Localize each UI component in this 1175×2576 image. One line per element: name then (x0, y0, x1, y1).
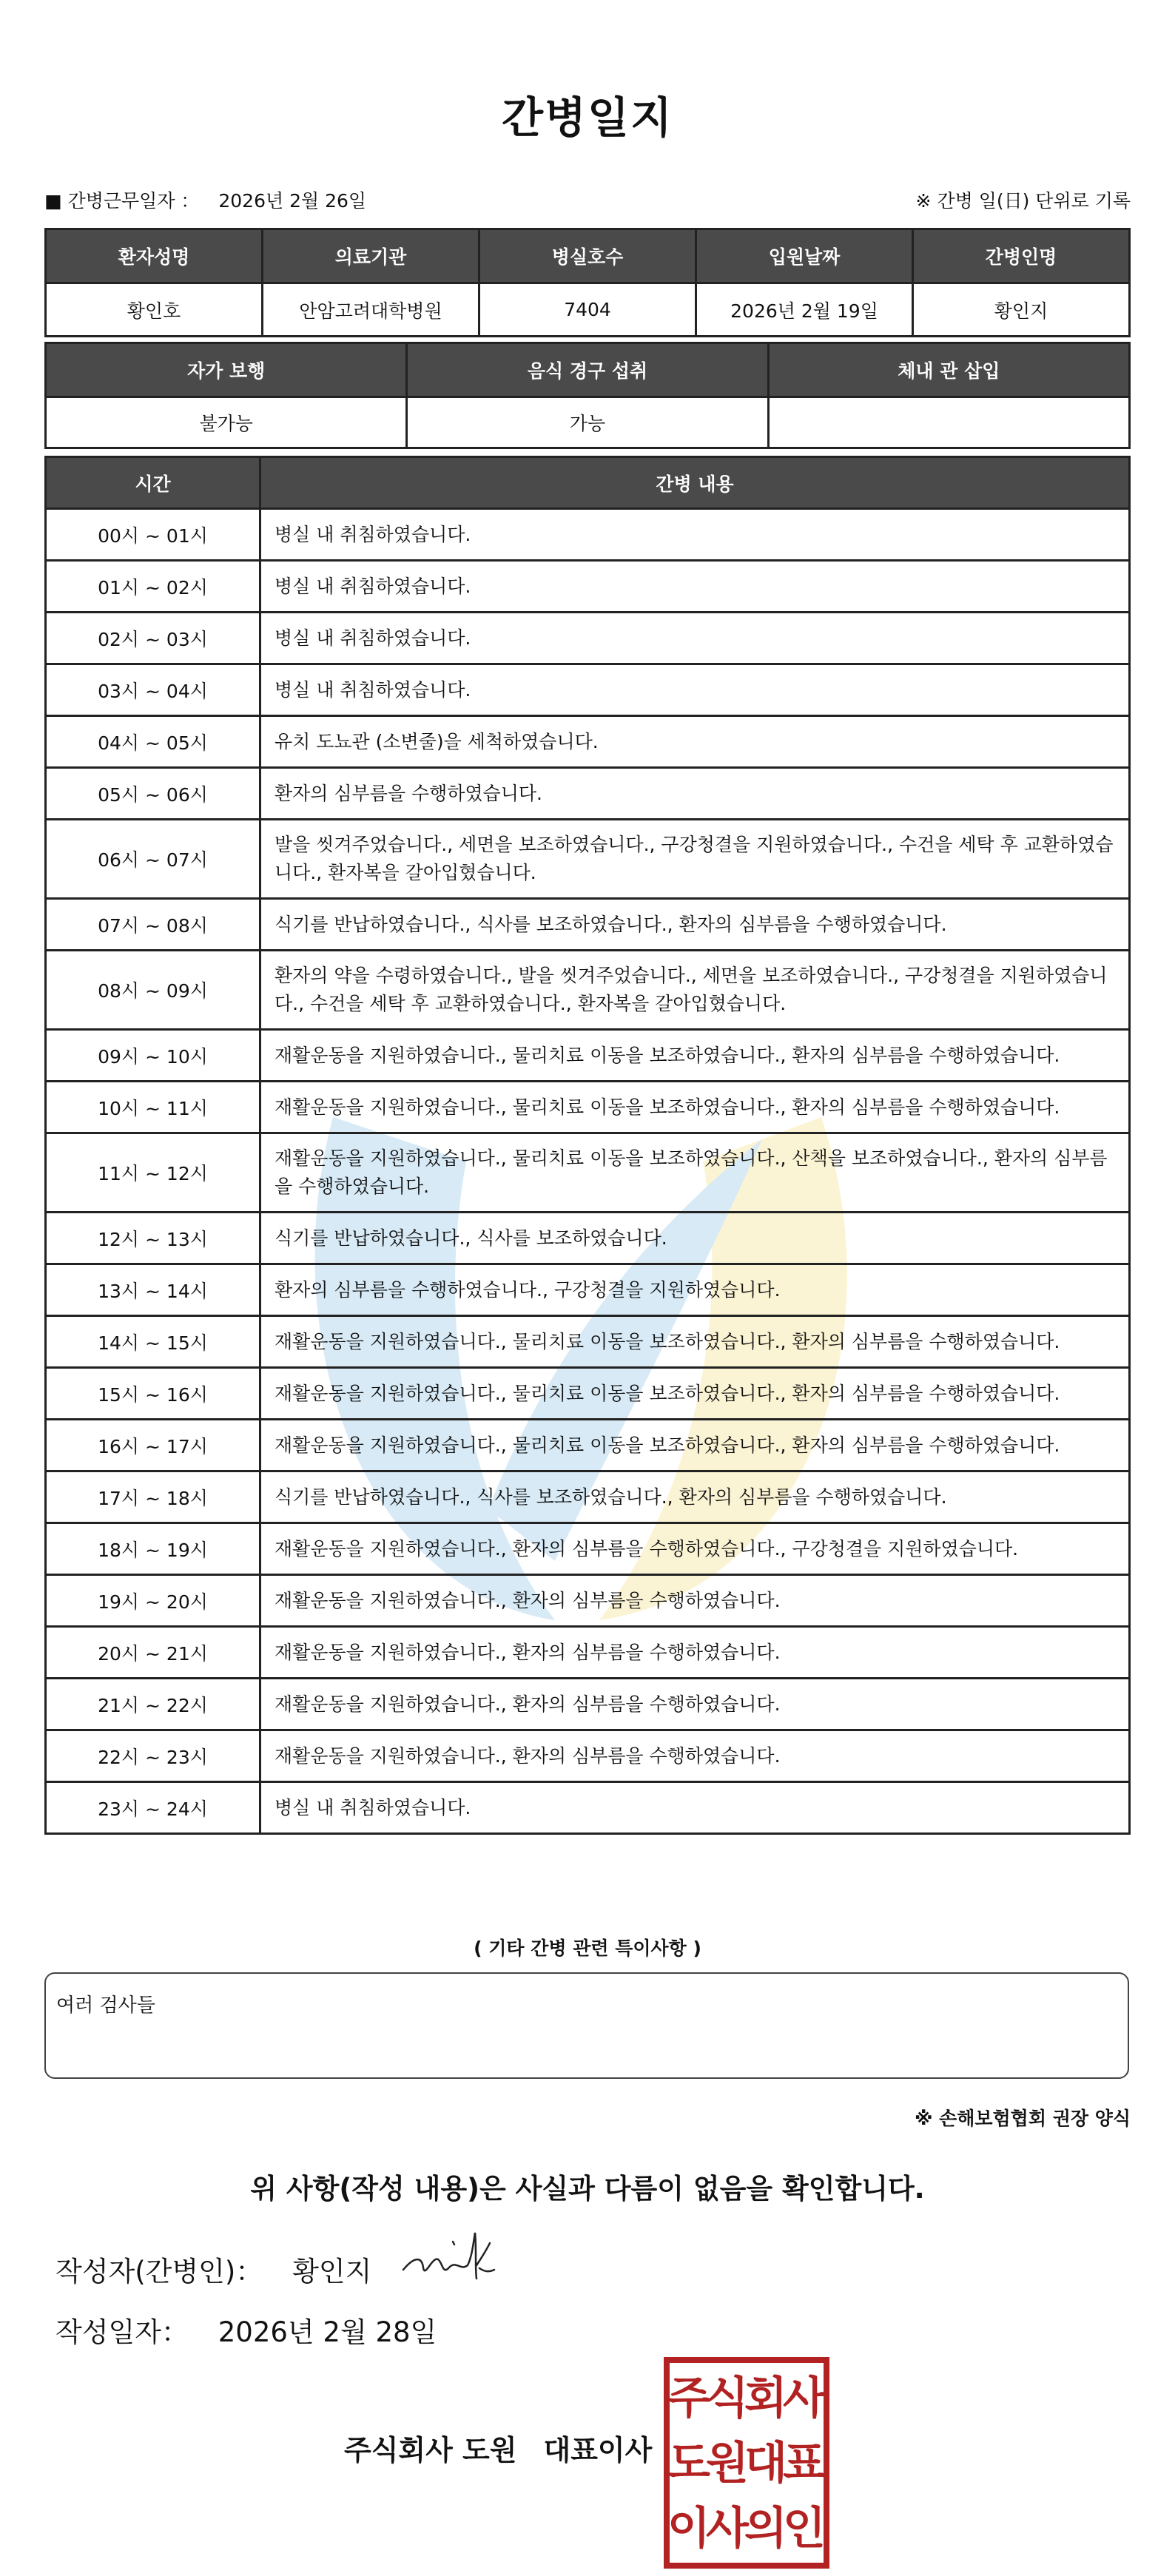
log-content: 병실 내 취침하였습니다. (260, 613, 1130, 664)
seal-char: 표 (783, 2438, 826, 2489)
header-hospital: 의료기관 (263, 229, 479, 283)
log-time: 12시 ~ 13시 (46, 1213, 260, 1264)
log-row (46, 509, 1130, 561)
log-header-row (46, 457, 1130, 509)
header-admission-date: 입원날짜 (696, 229, 913, 283)
company-seal (664, 2357, 829, 2569)
seal-char: 사 (783, 2373, 826, 2424)
log-row (46, 664, 1130, 716)
log-time: 22시 ~ 23시 (46, 1730, 260, 1782)
log-content: 식기를 반납하였습니다., 식사를 보조하였습니다., 환자의 심부름을 수행하였습니다. (260, 899, 1130, 951)
log-row (46, 951, 1130, 1030)
patient-name: 황인호 (46, 283, 263, 337)
header-walking: 자가 보행 (46, 343, 407, 397)
patient-info-table (44, 228, 1131, 337)
log-row (46, 561, 1130, 613)
log-time: 05시 ~ 06시 (46, 768, 260, 820)
status-table (44, 342, 1131, 449)
log-row (46, 820, 1130, 899)
log-content: 식기를 반납하였습니다., 식사를 보조하였습니다., 환자의 심부름을 수행하였습니다. (260, 1471, 1130, 1523)
log-content: 재활운동을 지원하였습니다., 환자의 심부름을 수행하였습니다. (260, 1730, 1130, 1782)
page-title: 간병일지 (501, 92, 674, 143)
log-content: 재활운동을 지원하였습니다., 물리치료 이동을 보조하였습니다., 환자의 심부름을 수행하였습니다. (260, 1316, 1130, 1368)
log-row (46, 1523, 1130, 1575)
meta-row (44, 186, 1131, 216)
status-value-row (46, 397, 1130, 448)
header-oral-intake: 음식 경구 섭취 (407, 343, 768, 397)
seal-char: 이 (667, 2503, 710, 2555)
log-content: 재활운동을 지원하였습니다., 환자의 심부름을 수행하였습니다. (260, 1575, 1130, 1627)
log-content: 재활운동을 지원하였습니다., 물리치료 이동을 보조하였습니다., 환자의 심부름을 수행하였습니다. (260, 1368, 1130, 1420)
log-row (46, 1679, 1130, 1730)
log-row (46, 1264, 1130, 1316)
log-content: 병실 내 취침하였습니다. (260, 1782, 1130, 1834)
notes-text: 여러 검사들 (56, 1995, 155, 2017)
log-content: 발을 씻겨주었습니다., 세면을 보조하였습니다., 구강청결을 지원하였습니다., 수건을 세탁 후 교환하였습니다., 환자복을 갈아입혔습니다. (260, 820, 1130, 899)
company-line (344, 2427, 652, 2468)
patient-header-row (46, 229, 1130, 283)
walking-value: 불가능 (46, 397, 407, 448)
log-time: 16시 ~ 17시 (46, 1420, 260, 1471)
log-content: 병실 내 취침하였습니다. (260, 509, 1130, 561)
seal-char: 주 (667, 2373, 710, 2424)
hospital-name: 안암고려대학병원 (263, 283, 479, 337)
header-patient-name: 환자성명 (46, 229, 263, 283)
notes-box (44, 1972, 1129, 2079)
log-row (46, 1213, 1130, 1264)
log-row (46, 716, 1130, 768)
room-number: 7404 (479, 283, 696, 337)
care-log-table (44, 456, 1131, 1835)
log-time: 10시 ~ 11시 (46, 1082, 260, 1133)
log-content: 재활운동을 지원하였습니다., 물리치료 이동을 보조하였습니다., 산책을 보조하였습니다., 환자의 심부름을 수행하였습니다. (260, 1133, 1130, 1213)
confirm-statement: 위 사항(작성 내용)은 사실과 다름이 없음을 확인합니다. (250, 2173, 925, 2205)
seal-char: 사 (706, 2503, 749, 2555)
log-row (46, 1368, 1130, 1420)
log-time: 21시 ~ 22시 (46, 1679, 260, 1730)
log-content: 재활운동을 지원하였습니다., 물리치료 이동을 보조하였습니다., 환자의 심부름을 수행하였습니다. (260, 1030, 1130, 1082)
seal-char: 인 (783, 2503, 826, 2555)
seal-char: 회 (744, 2373, 787, 2424)
log-time: 19시 ~ 20시 (46, 1575, 260, 1627)
patient-value-row (46, 283, 1130, 337)
date-value: 2026년 2월 28일 (218, 2316, 437, 2348)
log-content: 재활운동을 지원하였습니다., 환자의 심부름을 수행하였습니다. (260, 1627, 1130, 1679)
log-content: 재활운동을 지원하였습니다., 환자의 심부름을 수행하였습니다. (260, 1679, 1130, 1730)
log-time: 04시 ~ 05시 (46, 716, 260, 768)
seal-char: 도 (667, 2438, 710, 2489)
log-time: 20시 ~ 21시 (46, 1627, 260, 1679)
work-date-label: ■ 간병근무일자 ： (44, 190, 200, 212)
log-content: 환자의 약을 수령하였습니다., 발을 씻겨주었습니다., 세면을 보조하였습니다., 구강청결을 지원하였습니다., 수건을 세탁 후 교환하였습니다., 환자복을 갈아입혔습니다. (260, 951, 1130, 1030)
log-time: 23시 ~ 24시 (46, 1782, 260, 1834)
writer-label: 작성자(간병인)： (55, 2256, 263, 2287)
log-content: 병실 내 취침하였습니다. (260, 664, 1130, 716)
log-time: 14시 ~ 15시 (46, 1316, 260, 1368)
seal-char: 대 (744, 2438, 787, 2489)
admission-date: 2026년 2월 19일 (696, 283, 913, 337)
tube-value (768, 397, 1129, 448)
log-content: 재활운동을 지원하였습니다., 환자의 심부름을 수행하였습니다., 구강청결을 지원하였습니다. (260, 1523, 1130, 1575)
work-date-value: 2026년 2월 26일 (218, 190, 367, 212)
log-row (46, 899, 1130, 951)
log-time: 18시 ~ 19시 (46, 1523, 260, 1575)
unit-note: ※ 간병 일(日) 단위로 기록 (915, 190, 1131, 212)
log-row (46, 1782, 1130, 1834)
log-content: 재활운동을 지원하였습니다., 물리치료 이동을 보조하였습니다., 환자의 심부름을 수행하였습니다. (260, 1082, 1130, 1133)
log-time: 13시 ~ 14시 (46, 1264, 260, 1316)
signature-image (400, 2227, 511, 2286)
caregiver-name: 황인지 (913, 283, 1130, 337)
log-content: 환자의 심부름을 수행하였습니다., 구강청결을 지원하였습니다. (260, 1264, 1130, 1316)
log-row (46, 1627, 1130, 1679)
log-time: 02시 ~ 03시 (46, 613, 260, 664)
header-tube: 체내 관 삽입 (768, 343, 1129, 397)
log-time: 03시 ~ 04시 (46, 664, 260, 716)
log-content: 환자의 심부름을 수행하였습니다. (260, 768, 1130, 820)
log-row (46, 1133, 1130, 1213)
form-note: ※ 손해보험협회 권장 양식 (915, 2108, 1131, 2129)
log-body (46, 509, 1130, 1834)
seal-char: 원 (706, 2438, 749, 2489)
log-content: 재활운동을 지원하였습니다., 물리치료 이동을 보조하였습니다., 환자의 심부름을 수행하였습니다. (260, 1420, 1130, 1471)
log-row (46, 1316, 1130, 1368)
log-row (46, 1730, 1130, 1782)
date-label: 작성일자： (55, 2316, 189, 2348)
company-name: 주식회사 도원 (344, 2434, 517, 2467)
log-content: 식기를 반납하였습니다., 식사를 보조하였습니다. (260, 1213, 1130, 1264)
log-row (46, 613, 1130, 664)
notes-title: ( 기타 간병 관련 특이사항 ) (474, 1938, 701, 1959)
header-caregiver: 간병인명 (913, 229, 1130, 283)
log-row (46, 1030, 1130, 1082)
header-room: 병실호수 (479, 229, 696, 283)
log-time: 09시 ~ 10시 (46, 1030, 260, 1082)
log-time: 01시 ~ 02시 (46, 561, 260, 613)
seal-char: 의 (744, 2503, 787, 2555)
log-row (46, 1575, 1130, 1627)
status-header-row (46, 343, 1130, 397)
log-time: 17시 ~ 18시 (46, 1471, 260, 1523)
log-content: 유치 도뇨관 (소변줄)을 세척하였습니다. (260, 716, 1130, 768)
work-date (44, 186, 366, 213)
header-time: 시간 (46, 457, 260, 509)
writer-name: 황인지 (292, 2256, 372, 2287)
log-content: 병실 내 취침하였습니다. (260, 561, 1130, 613)
log-row (46, 1082, 1130, 1133)
log-row (46, 768, 1130, 820)
log-time: 07시 ~ 08시 (46, 899, 260, 951)
log-time: 15시 ~ 16시 (46, 1368, 260, 1420)
company-role: 대표이사 (543, 2434, 653, 2467)
log-time: 00시 ~ 01시 (46, 509, 260, 561)
header-care-content: 간병 내용 (260, 457, 1130, 509)
date-line (55, 2310, 437, 2350)
log-row (46, 1471, 1130, 1523)
writer-line (55, 2249, 371, 2289)
log-time: 06시 ~ 07시 (46, 820, 260, 899)
log-time: 08시 ~ 09시 (46, 951, 260, 1030)
log-time: 11시 ~ 12시 (46, 1133, 260, 1213)
oral-intake-value: 가능 (407, 397, 768, 448)
seal-char: 식 (706, 2373, 749, 2424)
log-row (46, 1420, 1130, 1471)
